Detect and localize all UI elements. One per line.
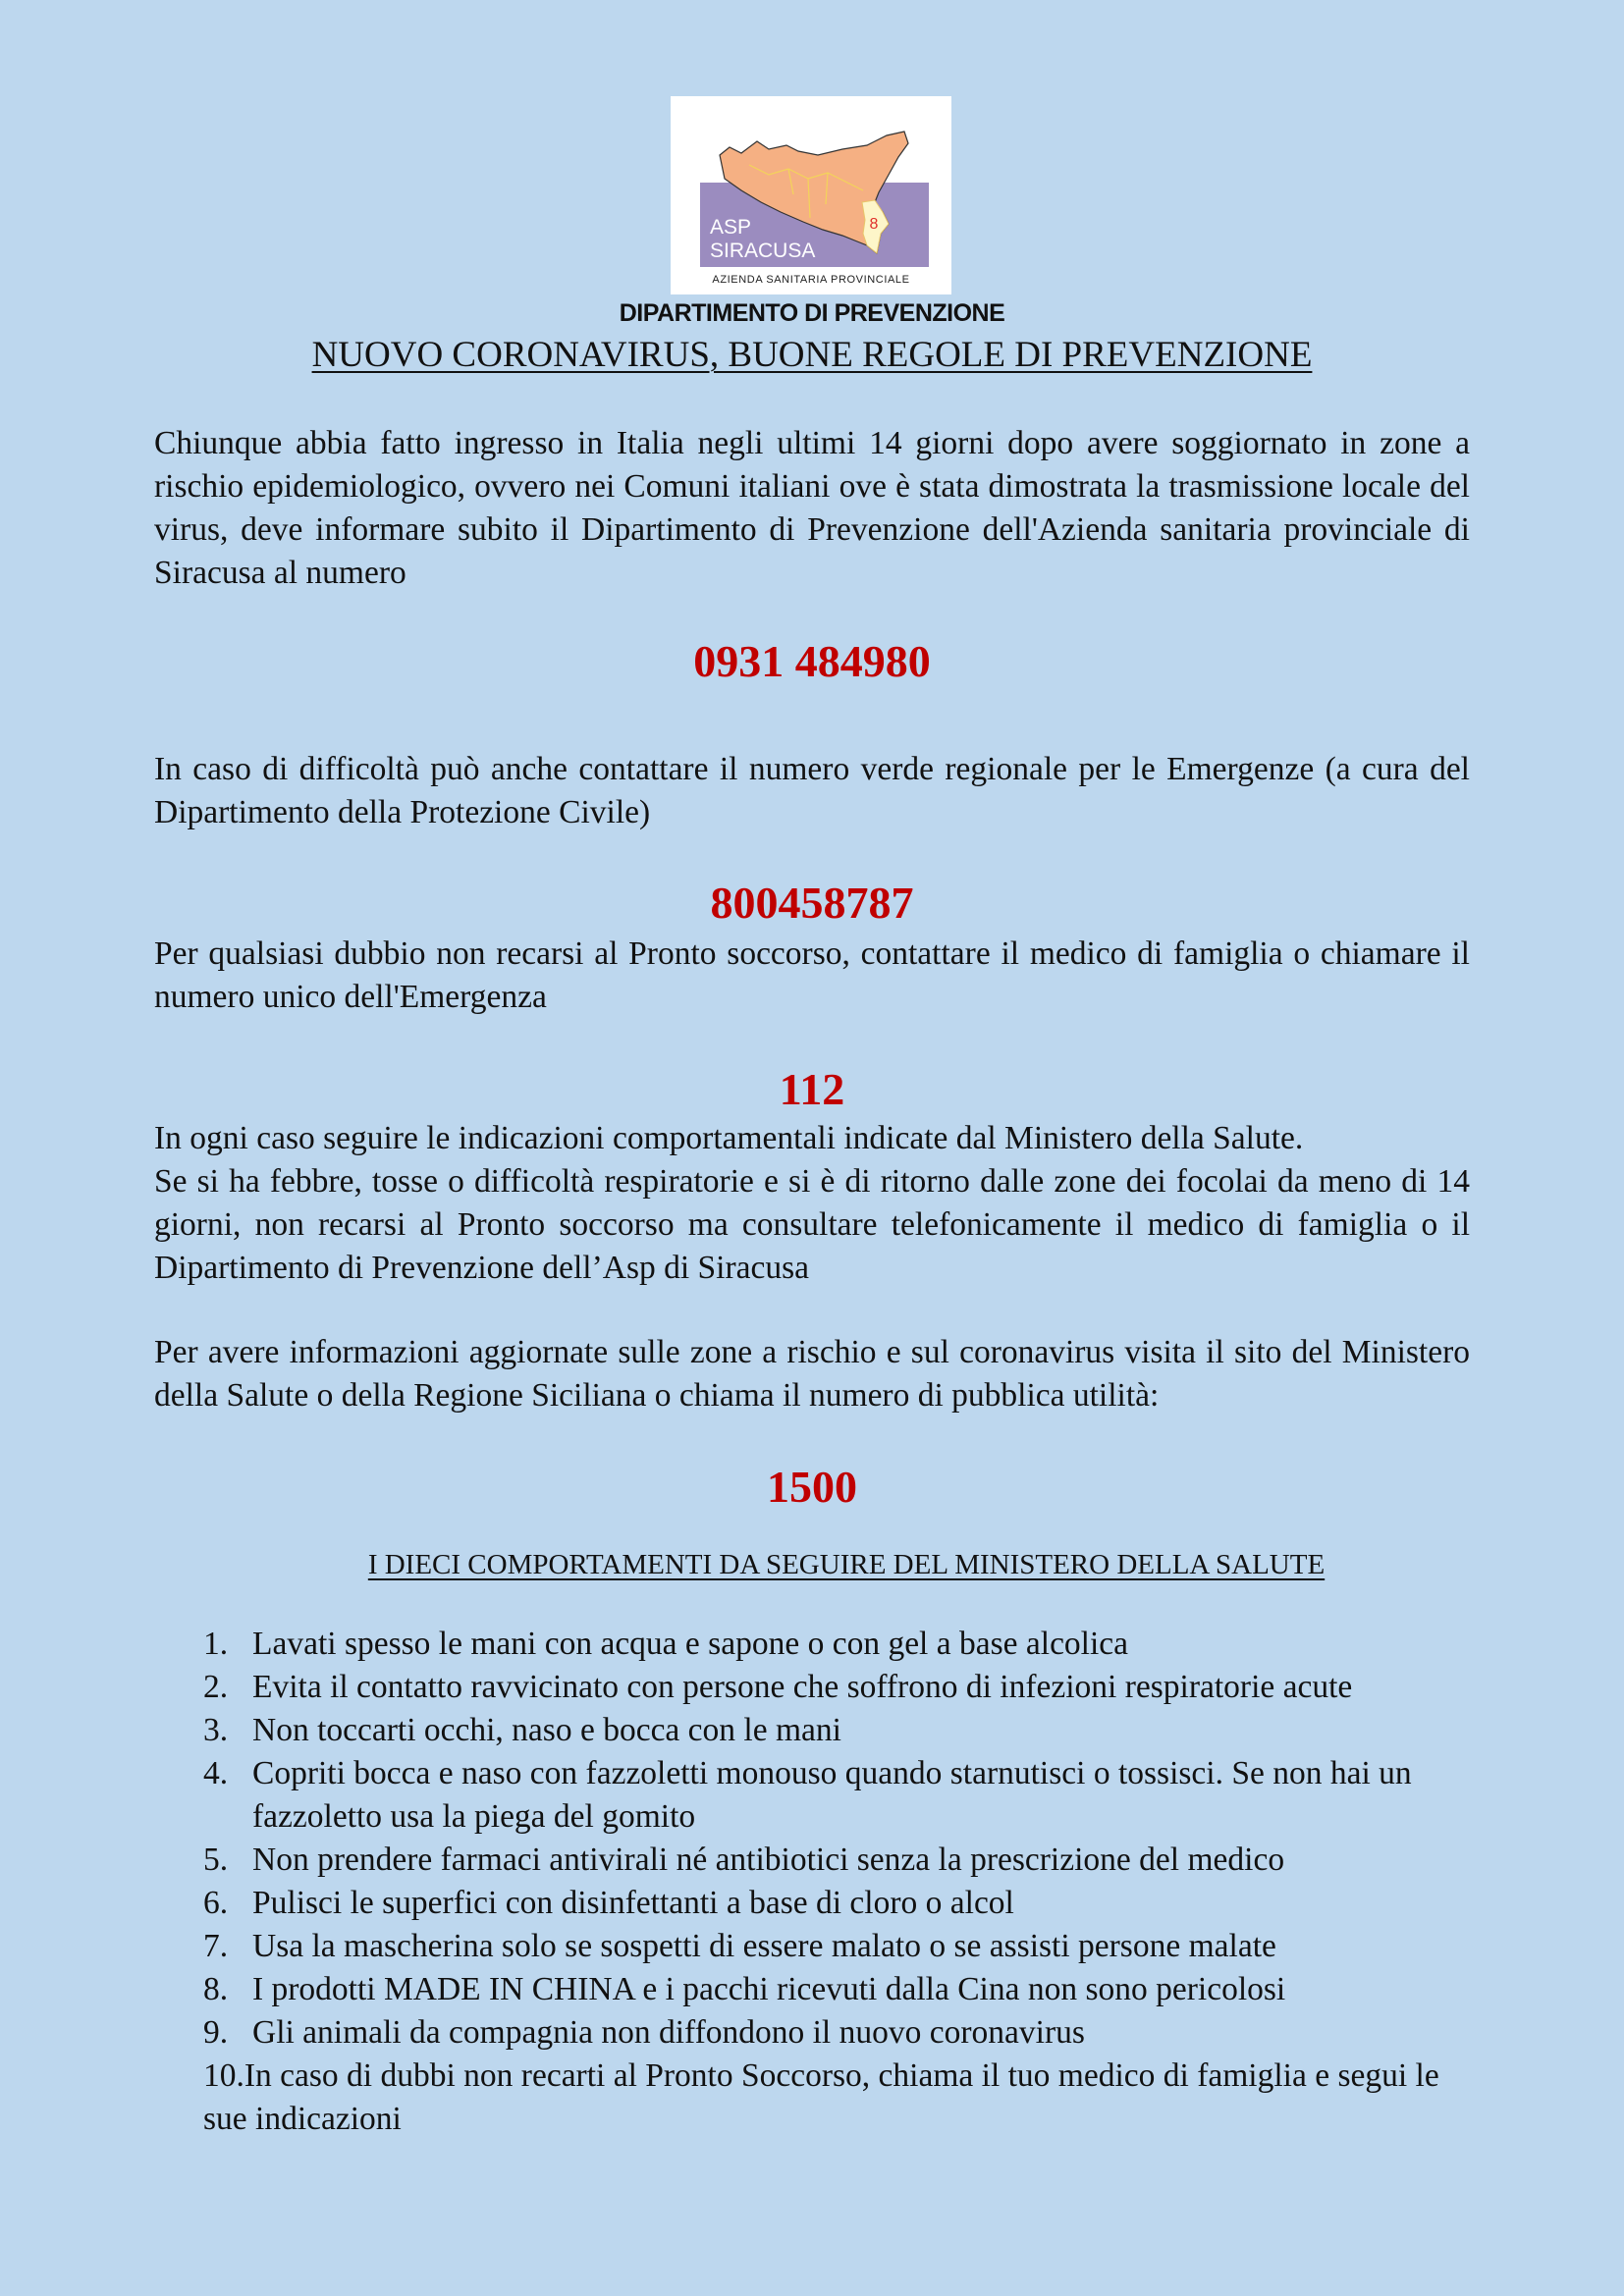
phone-emergency: 112 bbox=[779, 1064, 845, 1114]
rule-text: Copriti bocca e naso con fazzoletti monouso quando starnutisci o tossisci. Se non hai un fazzoletto usa la piega del gomito bbox=[252, 1755, 1412, 1835]
logo-text-siracusa: SIRACUSA bbox=[710, 240, 816, 262]
rule-number: 7. bbox=[203, 1928, 229, 1964]
rule-number: 4. bbox=[203, 1755, 229, 1791]
phone-regional-green: 800458787 bbox=[710, 878, 914, 928]
symptoms-paragraph: Se si ha febbre, tosse o difficoltà respiratorie e si è di ritorno dalle zone dei focolai da meno di 14 giorni, non recarsi al Pronto soccorso ma consultare telefonicamente il medico di famiglia o il Dipartimento di Prevenzione dell’Asp di Siracusa bbox=[154, 1163, 1470, 1286]
rule-number: 9. bbox=[203, 2014, 229, 2051]
rule-text: Gli animali da compagnia non diffondono il nuovo coronavirus bbox=[252, 2014, 1085, 2051]
intro-paragraph: Chiunque abbia fatto ingresso in Italia negli ultimi 14 giorni dopo avere soggiornato in zone a rischio epidemiologico, ovvero nei Comuni italiani ove è stata dimostrata la trasmissione locale del virus, deve informare subito il Dipartimento di Prevenzione dell'Azienda sanitaria provinciale di Siracusa al numero bbox=[154, 425, 1470, 591]
info-paragraph: Per avere informazioni aggiornate sulle zone a rischio e sul coronavirus visita il sito del Ministero della Salute o della Regione Siciliana o chiama il numero di pubblica utilità: bbox=[154, 1334, 1470, 1414]
rule-item bbox=[203, 1839, 1480, 1882]
rule-text: Non prendere farmaci antivirali né antibiotici senza la prescrizione del medico bbox=[252, 1842, 1285, 1878]
rule-text: I prodotti MADE IN CHINA e i pacchi ricevuti dalla Cina non sono pericolosi bbox=[252, 1971, 1286, 2007]
logo-district-number: 8 bbox=[869, 216, 879, 233]
rule-item bbox=[203, 1623, 1480, 1666]
rules-heading: I DIECI COMPORTAMENTI DA SEGUIRE DEL MINISTERO DELLA SALUTE bbox=[367, 1549, 1326, 1580]
rule-number: 2. bbox=[203, 1669, 229, 1705]
rule-text: Evita il contatto ravvicinato con persone che soffrono di infezioni respiratorie acute bbox=[252, 1669, 1353, 1705]
rule-item bbox=[203, 1925, 1480, 1968]
rule-text: In caso di dubbi non recarti al Pronto Soccorso, chiama il tuo medico di famiglia e segui le sue indicazioni bbox=[203, 2057, 1439, 2137]
rule-item bbox=[203, 1709, 1480, 1752]
rule-item bbox=[203, 1752, 1480, 1839]
sicily-map-logo-graphic bbox=[671, 96, 951, 294]
rule-item bbox=[203, 1882, 1480, 1925]
rule-text: Pulisci le superfici con disinfettanti a base di cloro o alcol bbox=[252, 1885, 1014, 1921]
rule-number: 1. bbox=[203, 1626, 229, 1662]
rule-number: 3. bbox=[203, 1712, 229, 1748]
rule-item bbox=[203, 1968, 1480, 2011]
logo-text-asp: ASP bbox=[710, 216, 752, 239]
phone-asp-prevention: 0931 484980 bbox=[693, 636, 931, 686]
rule-item bbox=[203, 2055, 1480, 2141]
page-title: NUOVO CORONAVIRUS, BUONE REGOLE DI PREVENZIONE bbox=[311, 335, 1313, 375]
phone-public-utility: 1500 bbox=[767, 1462, 857, 1512]
department-heading: DIPARTIMENTO DI PREVENZIONE bbox=[619, 299, 1005, 327]
difficulty-paragraph: In caso di difficoltà può anche contattare il numero verde regionale per le Emergenze (a cura del Dipartimento della Protezione Civile) bbox=[154, 751, 1470, 830]
rule-number: 10. bbox=[203, 2057, 244, 2094]
rule-number: 6. bbox=[203, 1885, 229, 1921]
rule-text: Usa la mascherina solo se sospetti di essere malato o se assisti persone malate bbox=[252, 1928, 1276, 1964]
asp-siracusa-logo bbox=[671, 96, 951, 294]
rule-item bbox=[203, 2011, 1480, 2055]
rule-number: 5. bbox=[203, 1842, 229, 1878]
rule-text: Lavati spesso le mani con acqua e sapone o con gel a base alcolica bbox=[252, 1626, 1129, 1662]
rule-text: Non toccarti occhi, naso e bocca con le mani bbox=[252, 1712, 841, 1748]
logo-caption: AZIENDA SANITARIA PROVINCIALE bbox=[712, 274, 910, 286]
doubt-paragraph: Per qualsiasi dubbio non recarsi al Pronto soccorso, contattare il medico di famiglia o chiamare il numero unico dell'Emergenza bbox=[154, 935, 1470, 1015]
follow-guidelines-line: In ogni caso seguire le indicazioni comportamentali indicate dal Ministero della Salute. bbox=[154, 1120, 1304, 1156]
rule-number: 8. bbox=[203, 1971, 229, 2007]
rules-list bbox=[203, 1623, 1480, 2141]
rule-item bbox=[203, 1666, 1480, 1709]
